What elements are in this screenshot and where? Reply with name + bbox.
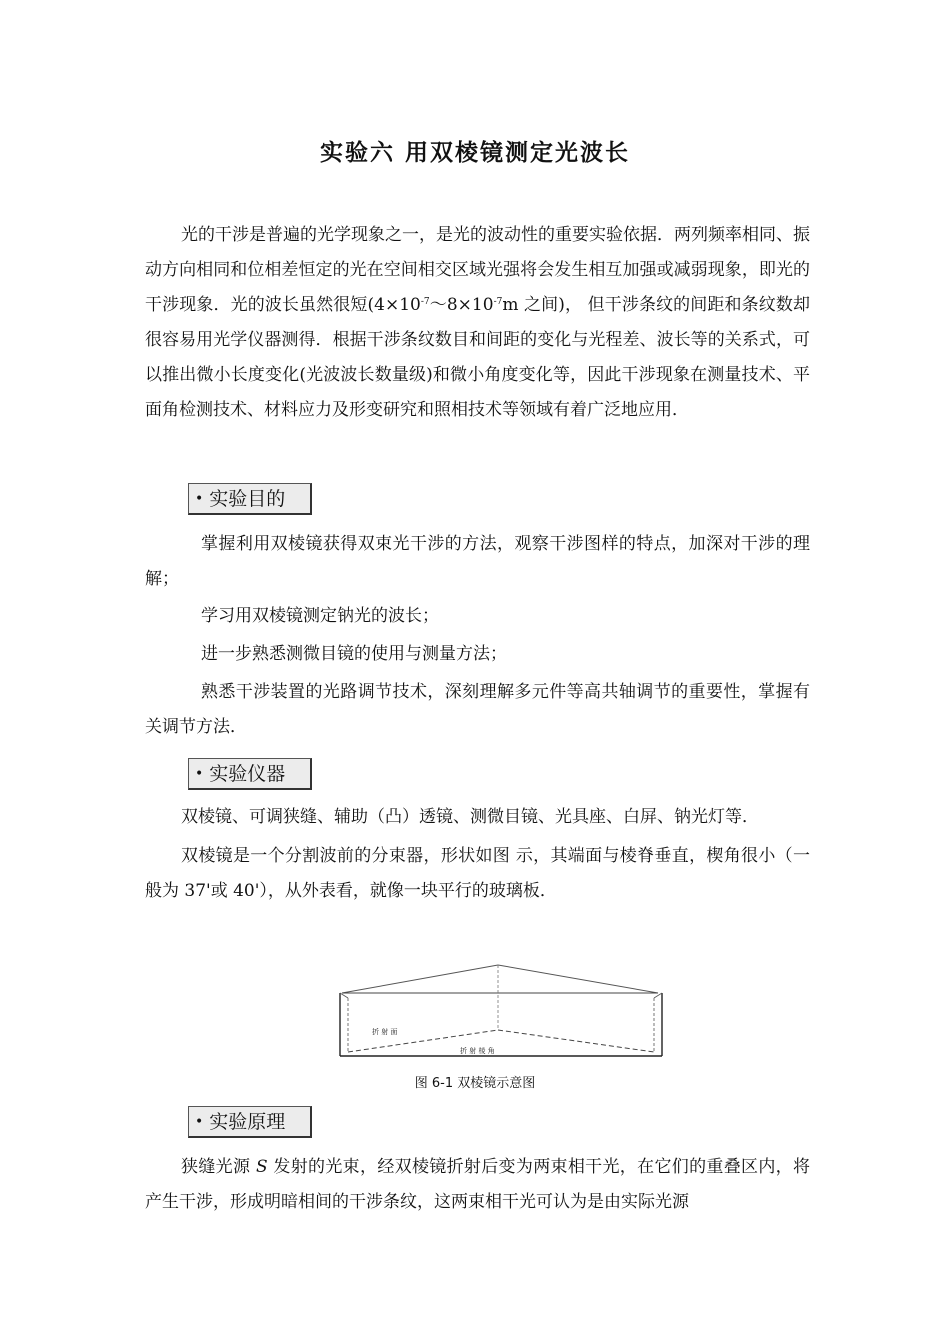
purpose-item-4: 熟悉干涉装置的光路调节技术，深刻理解多元件等高共轴调节的重要性，掌握有关调节方法． <box>145 682 810 737</box>
apparatus-description: 双棱镜是一个分割波前的分束器，形状如图 示，其端面与棱脊垂直，楔角很小（一般为 37'或 40'），从外表看，就像一块平行的玻璃板． <box>145 846 810 901</box>
intro-paragraph: 光的干涉是普遍的光学现象之一，是光的波动性的重要实验依据．两列频率相同、振动方向相同和位相差恒定的光在空间相交区域光强将会发生相互加强或减弱现象，即光的干涉现象．光的波长虽然很短($4\times 10^{-7}\sim 8\times 10^{-7}m$ 之间)， 但干涉条纹的间距和条纹数却很容易用光学仪器测得．根据干涉条纹数目和间距的变化与光程差、波长等的关系式，可以推出微小长度变化(光波波长数量级)和微小角度变化等，因此干涉现象在测量技术、平面角检测技术、材料应力及形变研究和照相技术等领域有着广泛地应用． <box>145 225 810 420</box>
biprism-diagram <box>336 960 666 1062</box>
purpose-item-3: 进一步熟悉测微目镜的使用与测量方法； <box>201 644 507 664</box>
page-title: 实验六 用双棱镜测定光波长 <box>319 140 630 166</box>
figure-caption: 图 6-1 双棱镜示意图 <box>414 1076 536 1091</box>
refracting-angle-label: 折 射 棱 角 <box>460 1047 495 1055</box>
section-heading-purpose: • 实验目的 <box>188 483 312 515</box>
section-heading-apparatus: • 实验仪器 <box>188 758 312 790</box>
principle-paragraph: 狭缝光源 S 发射的光束，经双棱镜折射后变为两束相干光，在它们的重叠区内，将产生干涉，形成明暗相间的干涉条纹，这两束相干光可认为是由实际光源 <box>145 1157 811 1212</box>
purpose-item-2: 学习用双棱镜测定钠光的波长； <box>201 606 439 626</box>
bullet-icon: • <box>195 766 204 782</box>
bullet-icon: • <box>195 1114 204 1130</box>
apparatus-list: 双棱镜、可调狭缝、辅助（凸）透镜、测微目镜、光具座、白屏、钠光灯等． <box>181 807 759 827</box>
purpose-item-1: 掌握利用双棱镜获得双束光干涉的方法，观察干涉图样的特点，加深对干涉的理解； <box>145 534 810 589</box>
refracting-face-label: 折 射 面 <box>372 1028 398 1036</box>
section-heading-principle: • 实验原理 <box>188 1106 312 1138</box>
bullet-icon: • <box>195 491 204 507</box>
